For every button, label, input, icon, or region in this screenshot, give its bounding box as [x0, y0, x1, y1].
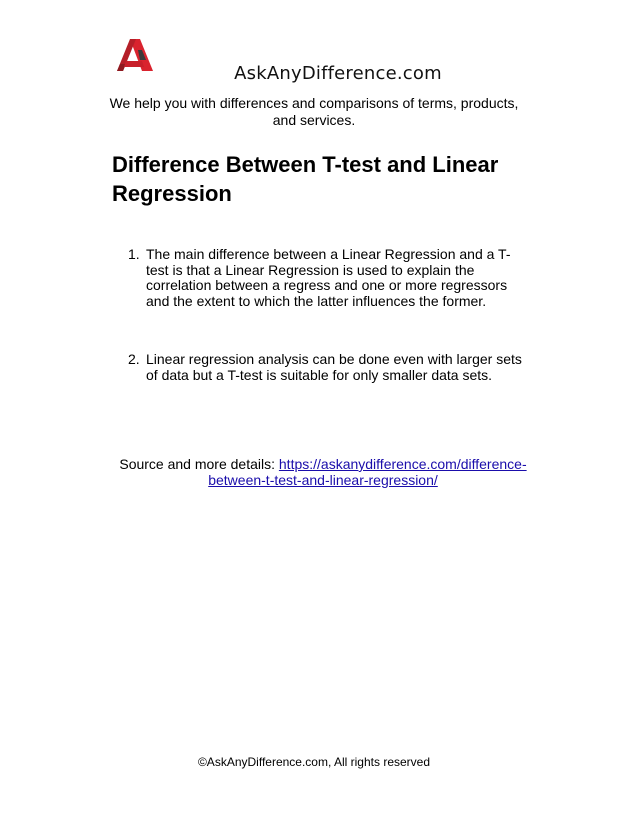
- list-item-number: 1.: [128, 246, 140, 262]
- page-title: Difference Between T-test and Linear Regression: [112, 152, 499, 206]
- list-item-text: The main difference between a Linear Regression and a T-test is that a Linear Regression is used to explain the correlation between a regress and one or more regressors and the extent to which the latter influences the former.: [146, 246, 511, 309]
- list-item: [128, 352, 532, 383]
- list-item-text: Linear regression analysis can be done even with larger sets of data but a T-test is suitable for only smaller data sets.: [146, 351, 522, 383]
- list-item: [128, 247, 532, 309]
- source-line: [100, 456, 546, 488]
- site-name: AskAnyDifference.com: [234, 63, 442, 84]
- list-item-number: 2.: [128, 351, 140, 367]
- source-label: Source and more details:: [119, 456, 279, 472]
- footer-copyright: ©AskAnyDifference.com, All rights reserved: [197, 755, 431, 769]
- tagline: We help you with differences and comparisons of terms, products, and services.: [109, 95, 519, 128]
- source-link[interactable]: https://askanydifference.com/difference-between-t-test-and-linear-regression/: [208, 456, 527, 488]
